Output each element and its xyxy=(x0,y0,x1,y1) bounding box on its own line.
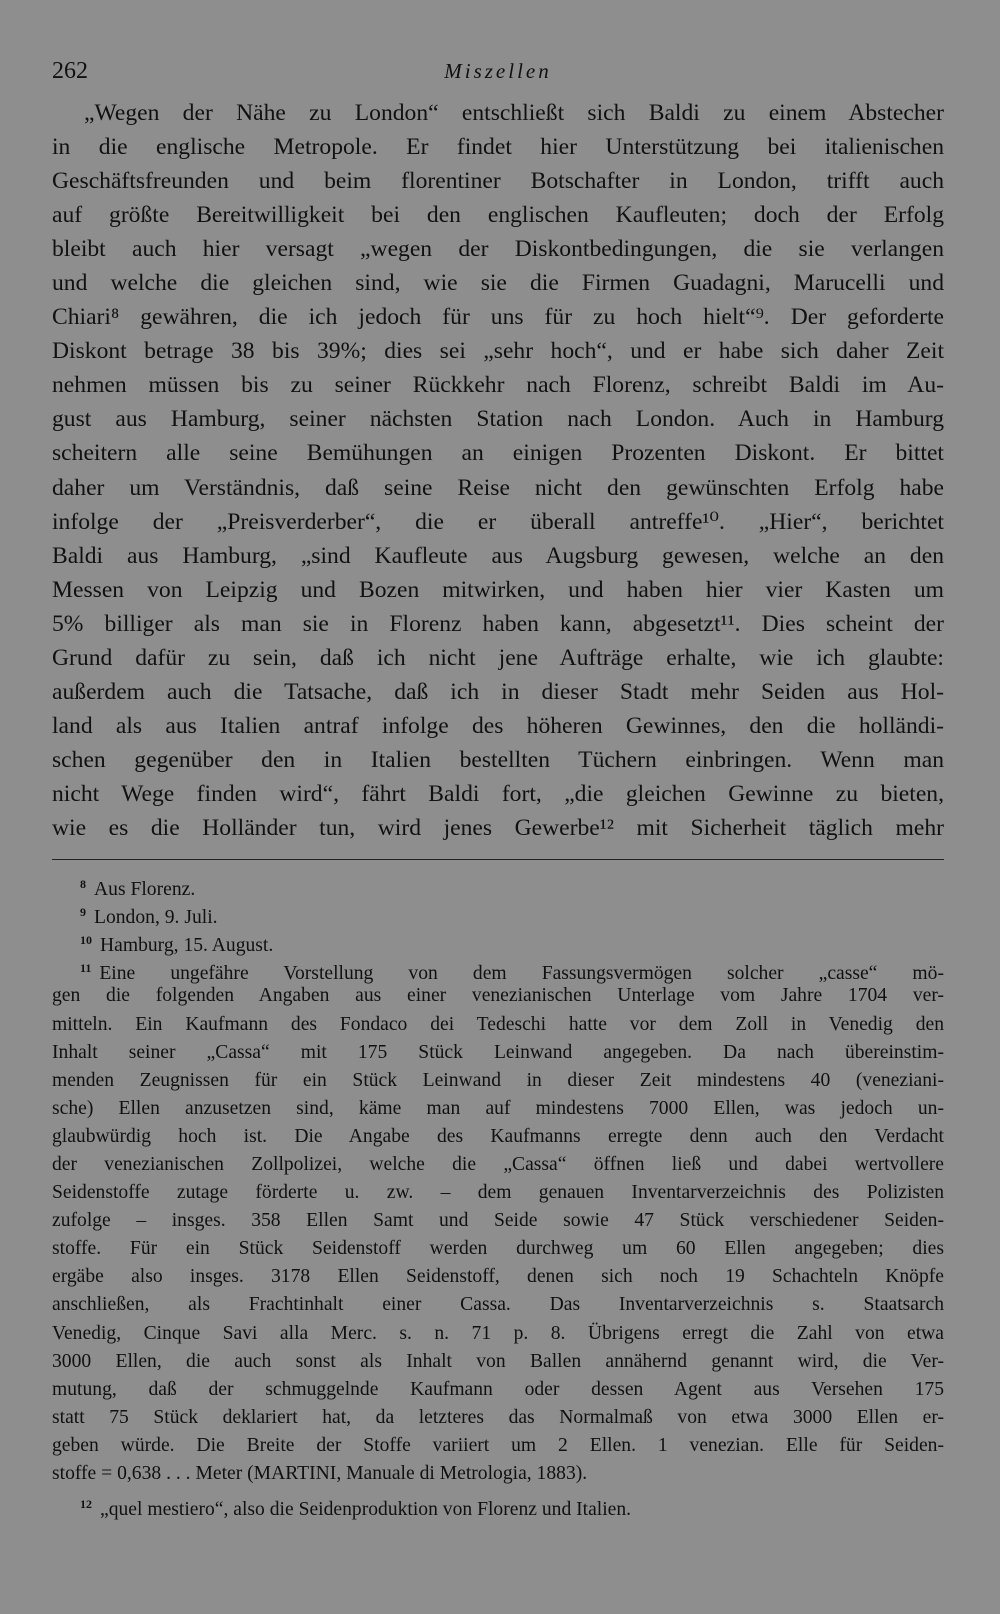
body-line: Baldi aus Hamburg, „sind Kaufleute aus Augsburg gewesen, welche an den xyxy=(52,542,944,569)
body-line: infolge der „Preisverderber“, die er überall antreffe¹⁰. „Hier“, berichtet xyxy=(52,508,944,535)
footnote-text: Eine ungefähre Vorstellung von dem Fassungsvermögen solcher „casse“ mö- xyxy=(99,963,944,985)
footnote-marker: 8 xyxy=(80,877,86,892)
footnote-text: „quel mestiero“, also die Seidenproduktion von Florenz und Italien. xyxy=(100,1499,632,1521)
footnote-12 xyxy=(52,1490,944,1521)
footnote-line: stoffe. Für ein Stück Seidenstoff werden durchweg um 60 Ellen angegeben; dies xyxy=(52,1238,944,1260)
body-line: schen gegenüber den in Italien bestellten Tüchern einbringen. Wenn man xyxy=(52,746,944,773)
footnotes xyxy=(52,870,944,1521)
body-line: nehmen müssen bis zu seiner Rückkehr nach Florenz, schreibt Baldi im Au- xyxy=(52,372,944,399)
body-line: Geschäftsfreunden und beim florentiner Botschafter in London, trifft auch xyxy=(52,168,944,195)
body-line: außerdem auch die Tatsache, daß ich in dieser Stadt mehr Seiden aus Hol- xyxy=(52,678,944,705)
footnote-11 xyxy=(52,954,944,1488)
body-line: in die englische Metropole. Er findet hier Unterstützung bei italienischen xyxy=(52,134,944,161)
footnote-line: anschließen, als Frachtinhalt einer Cassa. Das Inventarverzeichnis s. Staatsarch xyxy=(52,1294,944,1316)
footnote-line: 3000 Ellen, die auch sonst als Inhalt von Ballen annähernd genannt wird, die Ver- xyxy=(52,1350,944,1372)
page xyxy=(52,54,944,1521)
footnote-divider xyxy=(52,859,944,860)
footnote-marker: 11 xyxy=(80,961,92,976)
footnote-marker: 10 xyxy=(80,933,92,948)
body-line: Chiari⁸ gewähren, die ich jedoch für uns für zu hoch hielt“⁹. Der geforderte xyxy=(52,304,944,331)
body-paragraph xyxy=(52,96,944,845)
footnote-line: stoffe = 0,638 . . . Meter (MARTINI, Manuale di Metrologia, 1883). xyxy=(52,1463,588,1484)
footnote-line: Seidenstoffe zutage förderte u. zw. – dem genauen Inventarverzeichnis des Polizisten xyxy=(52,1182,944,1204)
body-line: land als aus Italien antraf infolge des höheren Gewinnes, den die holländi- xyxy=(52,712,944,739)
footnote-line: Inhalt seiner „Cassa“ mit 175 Stück Leinwand angegeben. Da nach übereinstim- xyxy=(52,1041,944,1063)
body-line: nicht Wege finden wird“, fährt Baldi fort, „die gleichen Gewinne zu bieten, xyxy=(52,780,944,807)
footnote-line: mitteln. Ein Kaufmann des Fondaco dei Tedeschi hatte vor dem Zoll in Venedig den xyxy=(52,1013,944,1035)
body-line: 5% billiger als man sie in Florenz haben kann, abgesetzt¹¹. Dies scheint der xyxy=(52,610,944,637)
footnote-8 xyxy=(52,870,944,901)
footnote-line: gen die folgenden Angaben aus einer venezianischen Unterlage vom Jahre 1704 ver- xyxy=(52,985,944,1007)
footnote-line: zufolge – insges. 358 Ellen Samt und Seide sowie 47 Stück verschiedener Seiden- xyxy=(52,1210,944,1232)
footnote-text: Aus Florenz. xyxy=(94,879,196,901)
footnote-line: menden Zeugnissen für ein Stück Leinwand in dieser Zeit mindestens 40 (veneziani- xyxy=(52,1069,944,1091)
footnote-line: ergäbe also insges. 3178 Ellen Seidenstoff, denen sich noch 19 Schachteln Knöpfe xyxy=(52,1266,944,1288)
page-number: 262 xyxy=(52,58,88,84)
body-line: scheitern alle seine Bemühungen an einigen Prozenten Diskont. Er bittet xyxy=(52,440,944,467)
footnote-marker: 9 xyxy=(80,905,86,920)
footnote-marker: 12 xyxy=(80,1497,92,1512)
body-line: und welche die gleichen sind, wie sie die Firmen Guadagni, Marucelli und xyxy=(52,270,944,297)
body-line: auf größte Bereitwilligkeit bei den englischen Kaufleuten; doch der Erfolg xyxy=(52,202,944,229)
page-header xyxy=(52,54,944,88)
body-line: gust aus Hamburg, seiner nächsten Station nach London. Auch in Hamburg xyxy=(52,406,944,433)
body-line: „Wegen der Nähe zu London“ entschließt sich Baldi zu einem Abstecher xyxy=(84,100,944,126)
footnote-line: der venezianischen Zollpolizei, welche die „Cassa“ öffnen ließ und dabei wertvollere xyxy=(52,1153,944,1175)
footnote-10 xyxy=(52,926,944,957)
running-head: Miszellen xyxy=(444,59,552,83)
footnote-line: mutung, daß der schmuggelnde Kaufmann oder dessen Agent aus Versehen 175 xyxy=(52,1378,944,1400)
footnote-text: London, 9. Juli. xyxy=(94,907,218,929)
footnote-line xyxy=(52,954,944,985)
footnote-line: geben würde. Die Breite der Stoffe variiert um 2 Ellen. 1 venezian. Elle für Seiden- xyxy=(52,1434,944,1456)
footnote-text: Hamburg, 15. August. xyxy=(100,935,274,957)
footnote-9 xyxy=(52,898,944,929)
body-line: Messen von Leipzig und Bozen mitwirken, und haben hier vier Kasten um xyxy=(52,576,944,603)
body-line: Grund dafür zu sein, daß ich nicht jene Aufträge erhalte, wie ich glaubte: xyxy=(52,644,944,671)
body-line: wie es die Holländer tun, wird jenes Gewerbe¹² mit Sicherheit täglich mehr xyxy=(52,814,944,841)
footnote-line: glaubwürdig hoch ist. Die Angabe des Kaufmanns erregte denn auch den Verdacht xyxy=(52,1125,944,1147)
body-line: Diskont betrage 38 bis 39%; dies sei „sehr hoch“, und er habe sich daher Zeit xyxy=(52,338,944,365)
footnote-line: sche) Ellen anzusetzen sind, käme man auf mindestens 7000 Ellen, was jedoch un- xyxy=(52,1097,944,1119)
footnote-line: Venedig, Cinque Savi alla Merc. s. n. 71 p. 8. Übrigens erregt die Zahl von etwa xyxy=(52,1322,944,1344)
body-line: bleibt auch hier versagt „wegen der Diskontbedingungen, die sie verlangen xyxy=(52,236,944,263)
body-line: daher um Verständnis, daß seine Reise nicht den gewünschten Erfolg habe xyxy=(52,474,944,501)
footnote-line: statt 75 Stück deklariert hat, da letzteres das Normalmaß von etwa 3000 Ellen er- xyxy=(52,1406,944,1428)
